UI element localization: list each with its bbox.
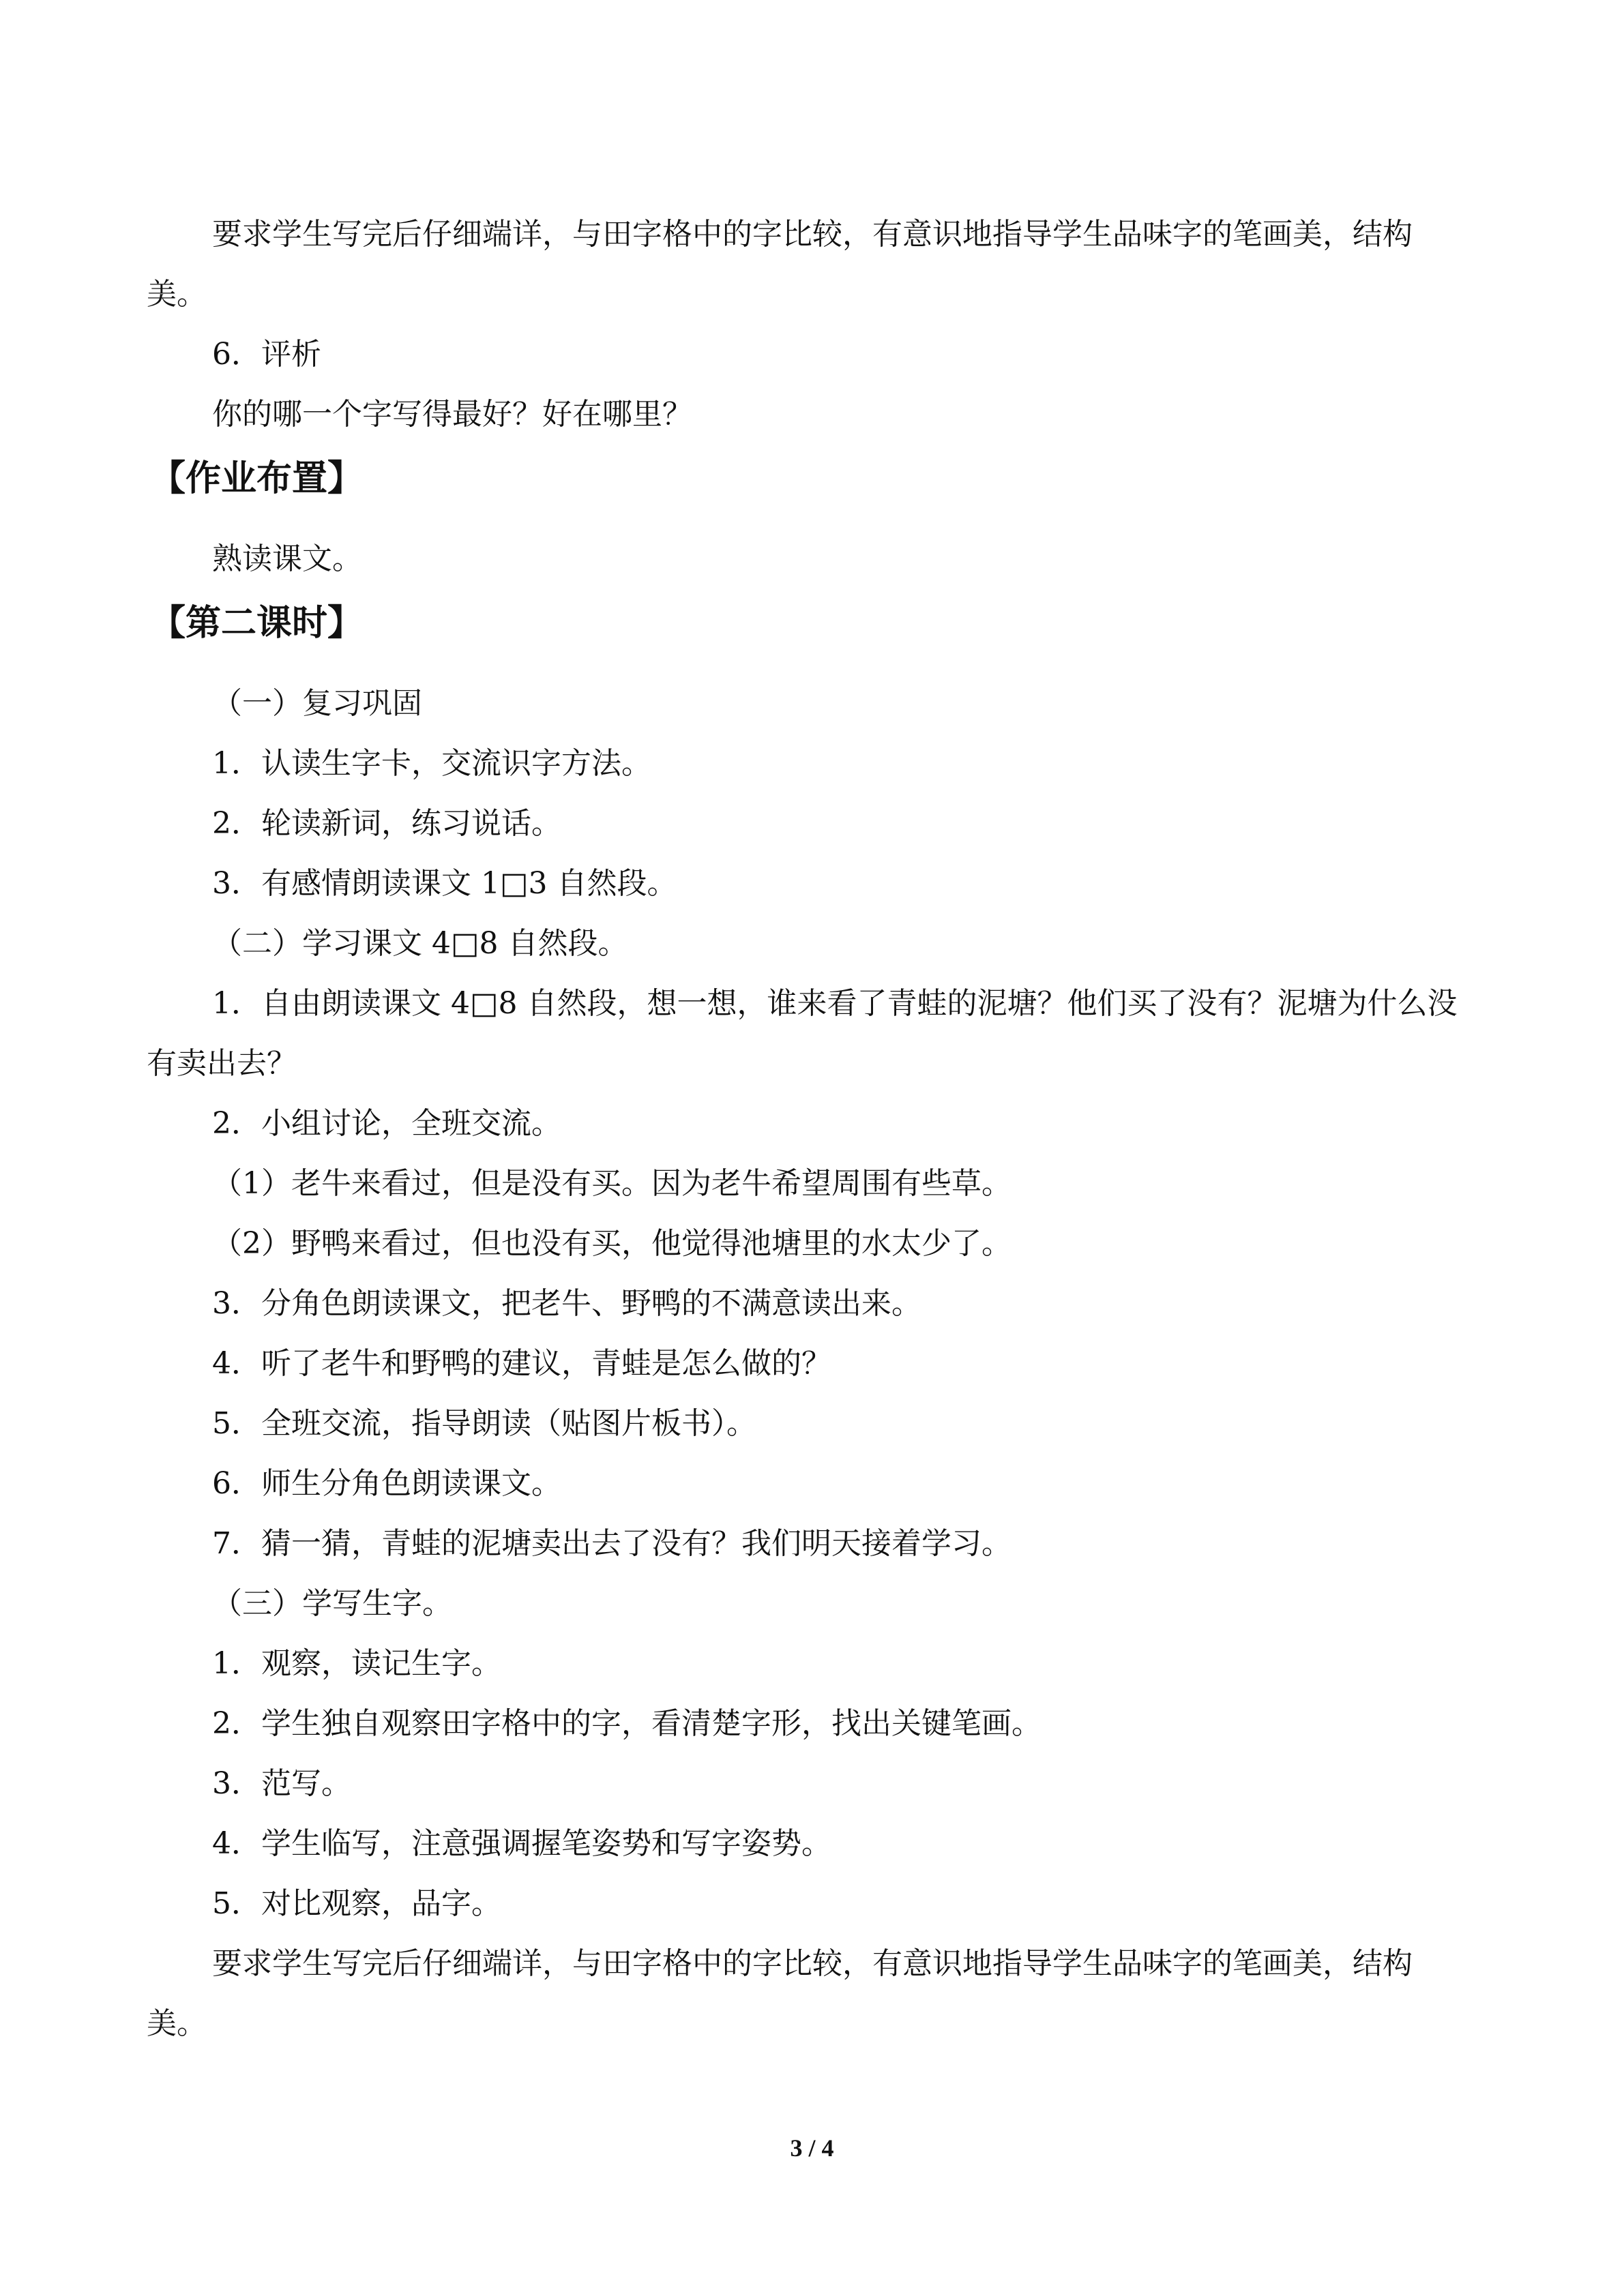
list-item: 4．学生临写，注意强调握笔姿势和写字姿势。	[212, 1826, 831, 1861]
paragraph: 熟读课文。	[212, 541, 362, 576]
list-item: 1．观察，读记生字。	[212, 1646, 501, 1681]
paragraph: 要求学生写完后仔细端详，与田字格中的字比较，有意识地指导学生品味字的笔画美，结构美。	[147, 217, 1413, 312]
list-item: 2．轮读新词，练习说话。	[212, 806, 561, 841]
list-item: （2）野鸭来看过，但也没有买，他觉得池塘里的水太少了。	[212, 1226, 1012, 1261]
spacer	[147, 657, 1463, 674]
list-item: 2．学生独自观察田字格中的字，看清楚字形，找出关键笔画。	[212, 1706, 1042, 1741]
paragraph: 6．评析	[212, 337, 321, 372]
list-item: 3．范写。	[212, 1766, 351, 1801]
list-item: 5．全班交流，指导朗读（贴图片板书）。	[212, 1406, 756, 1441]
list-item: （二）学习课文 4□8 自然段。	[212, 926, 628, 961]
section-heading-homework: 【作业布置】	[150, 458, 364, 499]
list-item: 1．认读生字卡，交流识字方法。	[212, 746, 651, 781]
page-number: 3 / 4	[790, 2134, 834, 2162]
list-item: 4．听了老牛和野鸭的建议，青蛙是怎么做的？	[212, 1346, 831, 1381]
list-item: （1）老牛来看过，但是没有买。因为老牛希望周围有些草。	[212, 1166, 1012, 1201]
page-content	[147, 205, 1463, 2054]
list-item: 2．小组讨论，全班交流。	[212, 1106, 561, 1141]
paragraph: 要求学生写完后仔细端详，与田字格中的字比较，有意识地指导学生品味字的笔画美，结构美。	[147, 1946, 1413, 2041]
section-heading-second-lesson: 【第二课时】	[150, 603, 364, 644]
list-item: （三）学写生字。	[212, 1586, 452, 1621]
list-item: 1．自由朗读课文 4□8 自然段，想一想，谁来看了青蛙的泥塘？他们买了没有？泥塘为什么没有卖出去？	[147, 986, 1458, 1081]
paragraph: 你的哪一个字写得最好？好在哪里？	[212, 397, 692, 432]
spacer	[147, 513, 1463, 529]
list-item: （一）复习巩固	[212, 686, 422, 721]
list-item: 3．分角色朗读课文，把老牛、野鸭的不满意读出来。	[212, 1286, 921, 1321]
list-item: 7．猜一猜，青蛙的泥塘卖出去了没有？我们明天接着学习。	[212, 1526, 1012, 1561]
list-item: 5．对比观察，品字。	[212, 1886, 501, 1921]
list-item: 3．有感情朗读课文 1□3 自然段。	[212, 866, 677, 901]
list-item: 6．师生分角色朗读课文。	[212, 1466, 561, 1501]
